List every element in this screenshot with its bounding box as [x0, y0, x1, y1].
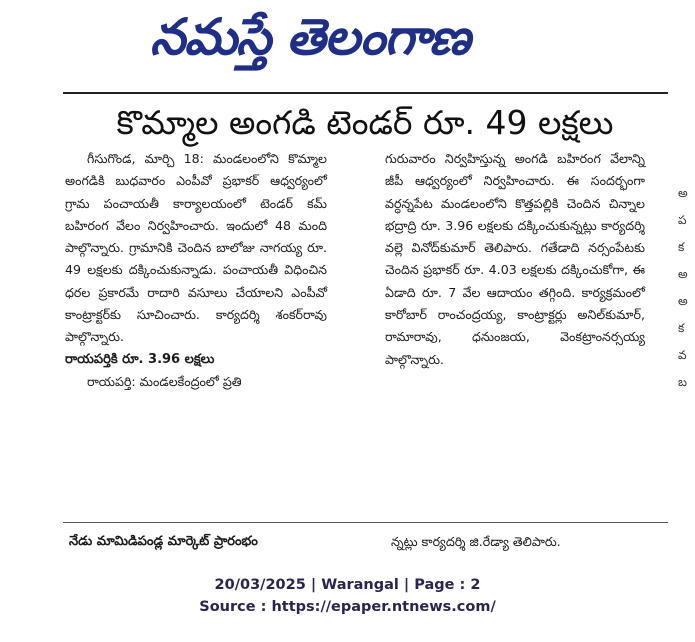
top-divider	[63, 92, 668, 94]
article-headline: కొమ్మాల అంగడి టెండర్ రూ. 49 లక్షలు	[116, 103, 614, 142]
left-column-paragraph-2: రాయపర్తి: మండలకేంద్రంలో ప్రతి	[87, 373, 242, 389]
bottom-divider	[63, 522, 668, 523]
article-clipping	[55, 86, 670, 568]
article-right-column	[385, 148, 645, 371]
source-footer	[0, 574, 695, 618]
footer-source-link[interactable]: Source : https://epaper.ntnews.com/	[199, 599, 496, 615]
left-column-paragraph: గీసుగొండ, మార్చి 18: మండలంలోని కొమ్మాల అంగడికి బుధవారం ఎంపీవో ప్రభాకర్ ఆధ్వర్యంలో గ్రామ పంచాయతీ కార్యాలయంలో టెండర్ కమ్ బహిరంగ వేలం నిర్వహించారు. ఇందులో 48 మంది పాల్గొన్నారు. గ్రామానికి చెందిన బాలోజు నాగయ్య రూ. 49 లక్షలకు దక్కించుకున్నాడు. పంచాయతీ విధించిన ధరల ప్రకారమే రాదారి వసూలు చేయాలని ఎంపీవో కాంట్రాక్టర్‌కు సూచించారు. కార్యదర్శి శంకర్‌రావు పాల్గొన్నారు.	[65, 151, 327, 345]
right-column-paragraph: గురువారం నిర్వహిస్తున్న అంగడి బహిరంగ వేలాన్ని జీపీ ఆధ్వర్యంలో నిర్వహించారు. ఈ సందర్భంగా వర్ధన్నపేట మండలంలోని కొత్తపల్లికి చెందిన చిన్నాల భద్రాద్రి రూ. 3.96 లక్షలకు దక్కించుకున్నట్లు కార్యదర్శి వల్లె వినోద్‌కుమార్ తెలిపారు. గతేడాది నర్సంపేటకు చెందిన ప్రభాకర్ రూ. 4.03 లక్షలకు దక్కించుకోగా, ఈ ఏడాది రూ. 7 వేల ఆదాయం తగ్గింది. కార్యక్రమంలో కారోబార్ రాంచంద్రయ్య, కాంట్రాక్టర్లు అనిల్‌కుమార్, రామారావు, ధనుంజయ, వెంకట్రాంనర్సయ్య పాల్గొన్నారు.	[385, 151, 645, 367]
next-article-text: న్నట్లు కార్యదర్శి జి.రేడ్యా తెలిపారు.	[391, 534, 561, 549]
adjacent-article-fragment: అ ప క అ అ క వ బ	[678, 186, 688, 389]
footer-date-edition: 20/03/2025 | Warangal | Page : 2	[214, 577, 481, 593]
newspaper-masthead: నమస్తే తెలంగాణ	[150, 8, 470, 66]
article-subheading: రాయపర్తికి రూ. 3.96 లక్షలు	[65, 351, 215, 367]
next-article-headline: నేడు మామిడిపండ్ల మార్కెట్ ప్రారంభం	[69, 534, 258, 549]
article-left-column	[65, 148, 327, 393]
